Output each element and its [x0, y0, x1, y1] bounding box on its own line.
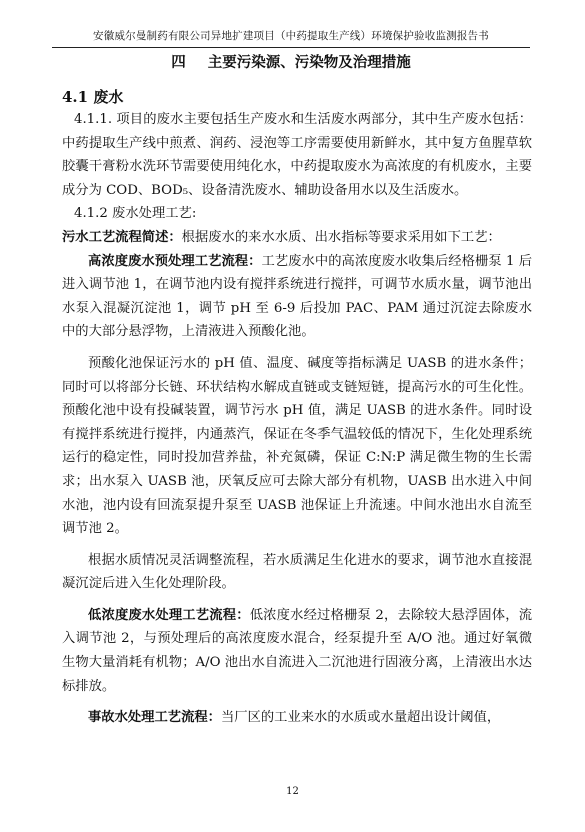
- page-number: 12: [286, 786, 299, 797]
- paragraph-process-overview: [62, 226, 532, 250]
- emergency-water-text: 当厂区的工业来水的水质或水量超出设计阈值，: [220, 710, 501, 726]
- process-overview-label: 污水工艺流程简述：: [62, 229, 182, 245]
- paragraph-flexible-adjustment: 根据水质情况灵活调整流程，若水质满足生化进水的要求，调节池水直接混凝沉淀后进入生化处理阶段。: [62, 552, 532, 592]
- paragraph-emergency-water: [62, 706, 532, 730]
- body-text: [62, 108, 532, 730]
- high-concentration-label: 高浓度废水预处理工艺流程：: [88, 253, 262, 269]
- low-concentration-text: 低浓度水经过格栅泵 2，去除较大悬浮固体，流入调节池 2，与预处理后的高浓度废水混合，经泵提升至 A/O 池。通过好氧微生物大量消耗有机物；A/O 池出水自流进入二沉池进行固液分离，上清液出水达标排放。: [62, 607, 533, 694]
- subsection-heading: 4.1 废水: [62, 88, 124, 106]
- section-heading: [52, 51, 530, 72]
- paragraph-high-concentration: [62, 250, 532, 344]
- paragraph-pre-acidification: 预酸化池保证污水的 pH 值、温度、碱度等指标满足 UASB 的进水条件；同时可以将部分长链、环状结构水解成直链或支链短链，提高污水的可生化性。预酸化池中设有投碱装置，调节污水 pH 值，满足 UASB 的进水条件。同时设有搅拌系统进行搅拌，内通蒸汽，保证在冬季气温较低的情况下，生化处理系统运行的稳定性，同时投加营养盐，补充氮磷，保证 C:N:P 满足微生物的生长需求；出水泵入 UASB 池，厌氧反应可去除大部分有机物，UASB 出水进入中间水池，池内设有回流泵提升泵至 UASB 池保证上升流速。中间水池出水自流至调节池 2。: [62, 355, 532, 537]
- section-title: 主要污染源、污染物及治理措施: [207, 54, 411, 71]
- high-concentration-text: 工艺废水中的高浓度废水收集后经格栅泵 1 后进入调节池 1，在调节池内设有搅拌系统进行搅拌，可调节水质水量，调节池出水泵入混凝沉淀池 1，调节 pH 至 6-9 后投加 PAC、PAM 通过沉淀去除废水中的大部分悬浮物，上清液进入预酸化池。: [62, 253, 532, 340]
- paragraph-4-1-1: 4.1.1. 项目的废水主要包括生产废水和生活废水两部分，其中生产废水包括：中药提取生产线中煎煮、润药、浸泡等工序需要使用新鲜水，其中复方鱼腥草软胶囊干膏粉水洗环节需要使用纯化水，中药提取废水为高浓度的有机废水，主要成分为 COD、BOD₅、设备清洗废水、辅助设备用水以及生活废水。: [62, 112, 532, 198]
- running-header: 安徽威尔曼制药有限公司异地扩建项目（中药提取生产线）环境保护验收监测报告书: [93, 30, 489, 42]
- paragraph-4-1-2: 4.1.2 废水处理工艺:: [74, 206, 197, 222]
- emergency-water-label: 事故水处理工艺流程：: [88, 710, 221, 726]
- section-number: 四: [171, 54, 186, 71]
- process-overview-text: 根据废水的来水水质、出水指标等要求采用如下工艺：: [181, 229, 501, 245]
- paragraph-low-concentration: [62, 604, 532, 698]
- low-concentration-label: 低浓度废水处理工艺流程：: [88, 607, 250, 623]
- header-divider: [52, 47, 530, 48]
